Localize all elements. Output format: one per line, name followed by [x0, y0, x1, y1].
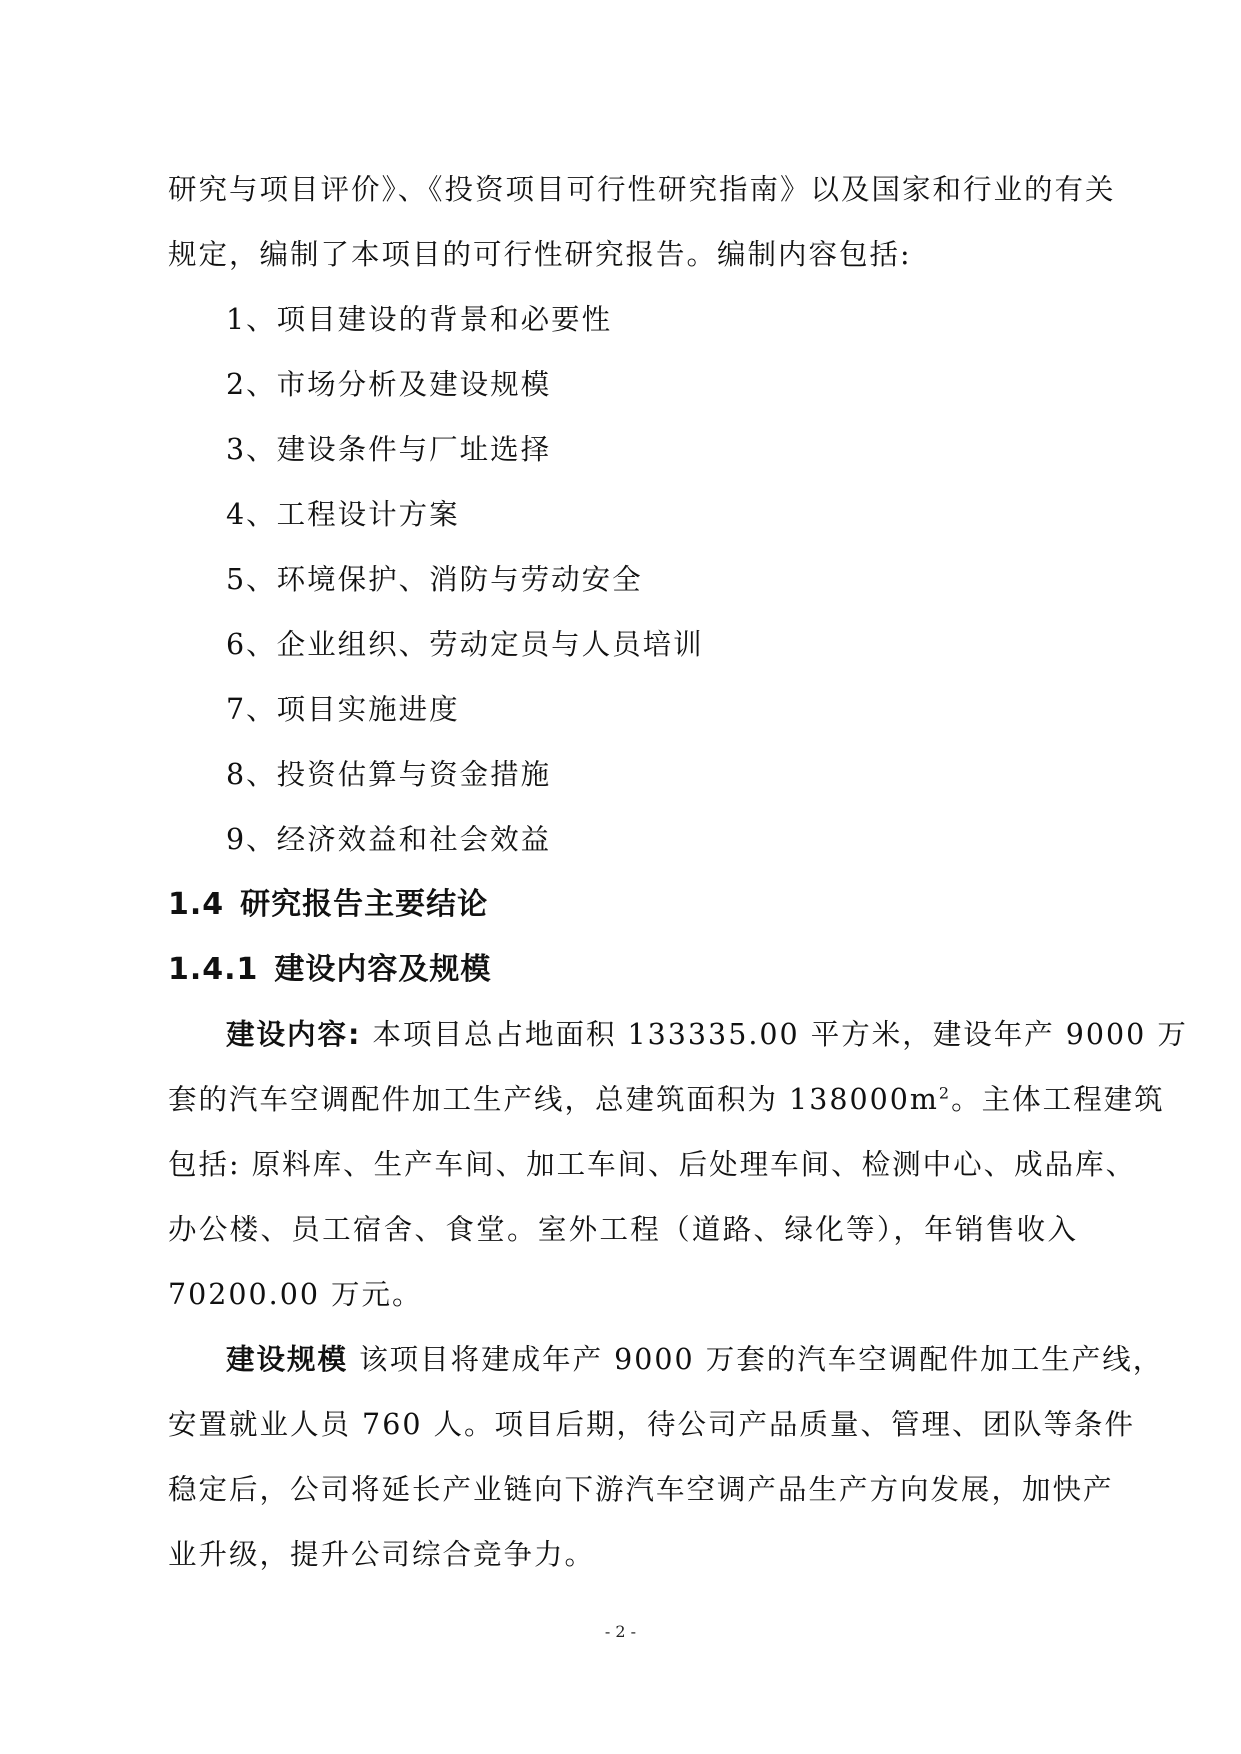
construction-scale-text: 该项目将建成年产 9000 万套的汽车空调配件加工生产线，: [359, 1343, 1164, 1376]
section-heading-1-4-1: [168, 937, 1078, 1002]
construction-content-text: 本项目总占地面积 133335.00 平方米，建设年产 9000 万: [372, 1018, 1188, 1051]
list-item: 9、经济效益和社会效益: [226, 823, 552, 856]
list-item: 7、项目实施进度: [226, 693, 460, 726]
construction-content-text: 。主体工程建筑: [951, 1083, 1165, 1116]
construction-scale-label: 建设规模: [226, 1343, 349, 1376]
section-number: 1.4.1: [168, 952, 259, 987]
construction-scale-line-2: 安置就业人员 760 人。项目后期，待公司产品质量、管理、团队等条件: [168, 1408, 1136, 1441]
list-item: 1、项目建设的背景和必要性: [226, 303, 613, 336]
section-heading-1-4: [168, 872, 1078, 937]
intro-line-1: 研究与项目评价》、《投资项目可行性研究指南》以及国家和行业的有关: [168, 173, 1116, 206]
construction-content-line-2: [168, 1067, 1165, 1132]
list-item: 3、建设条件与厂址选择: [226, 433, 552, 466]
construction-scale-line-1: [168, 1327, 1164, 1392]
section-title: 建设内容及规模: [274, 952, 492, 987]
page-number: - 2 -: [604, 1622, 637, 1641]
construction-scale-line-4: 业升级，提升公司综合竞争力。: [168, 1538, 596, 1571]
page-content: [168, 157, 1188, 1587]
list-item: 5、环境保护、消防与劳动安全: [226, 563, 643, 596]
section-title: 研究报告主要结论: [240, 887, 489, 922]
construction-content-label: 建设内容:: [226, 1018, 362, 1051]
construction-content-line-1: [168, 1002, 1188, 1067]
section-number: 1.4: [168, 887, 225, 922]
construction-content-line-4: 办公楼、员工宿舍、食堂。室外工程（道路、绿化等），年销售收入: [168, 1213, 1078, 1246]
list-item: 2、市场分析及建设规模: [226, 368, 552, 401]
intro-line-2: 规定，编制了本项目的可行性研究报告。编制内容包括:: [168, 238, 912, 271]
list-item: 4、工程设计方案: [226, 498, 460, 531]
construction-scale-line-3: 稳定后，公司将延长产业链向下游汽车空调产品生产方向发展，加快产: [168, 1473, 1114, 1506]
construction-content-text: 套的汽车空调配件加工生产线，总建筑面积为 138000m: [168, 1083, 939, 1116]
list-item: 8、投资估算与资金措施: [226, 758, 552, 791]
construction-content-line-3: 包括: 原料库、生产车间、加工车间、后处理车间、检测中心、成品库、: [168, 1148, 1137, 1181]
list-item: 6、企业组织、劳动定员与人员培训: [226, 628, 704, 661]
superscript-2: 2: [938, 1083, 952, 1103]
construction-content-line-5: 70200.00 万元。: [168, 1278, 423, 1311]
